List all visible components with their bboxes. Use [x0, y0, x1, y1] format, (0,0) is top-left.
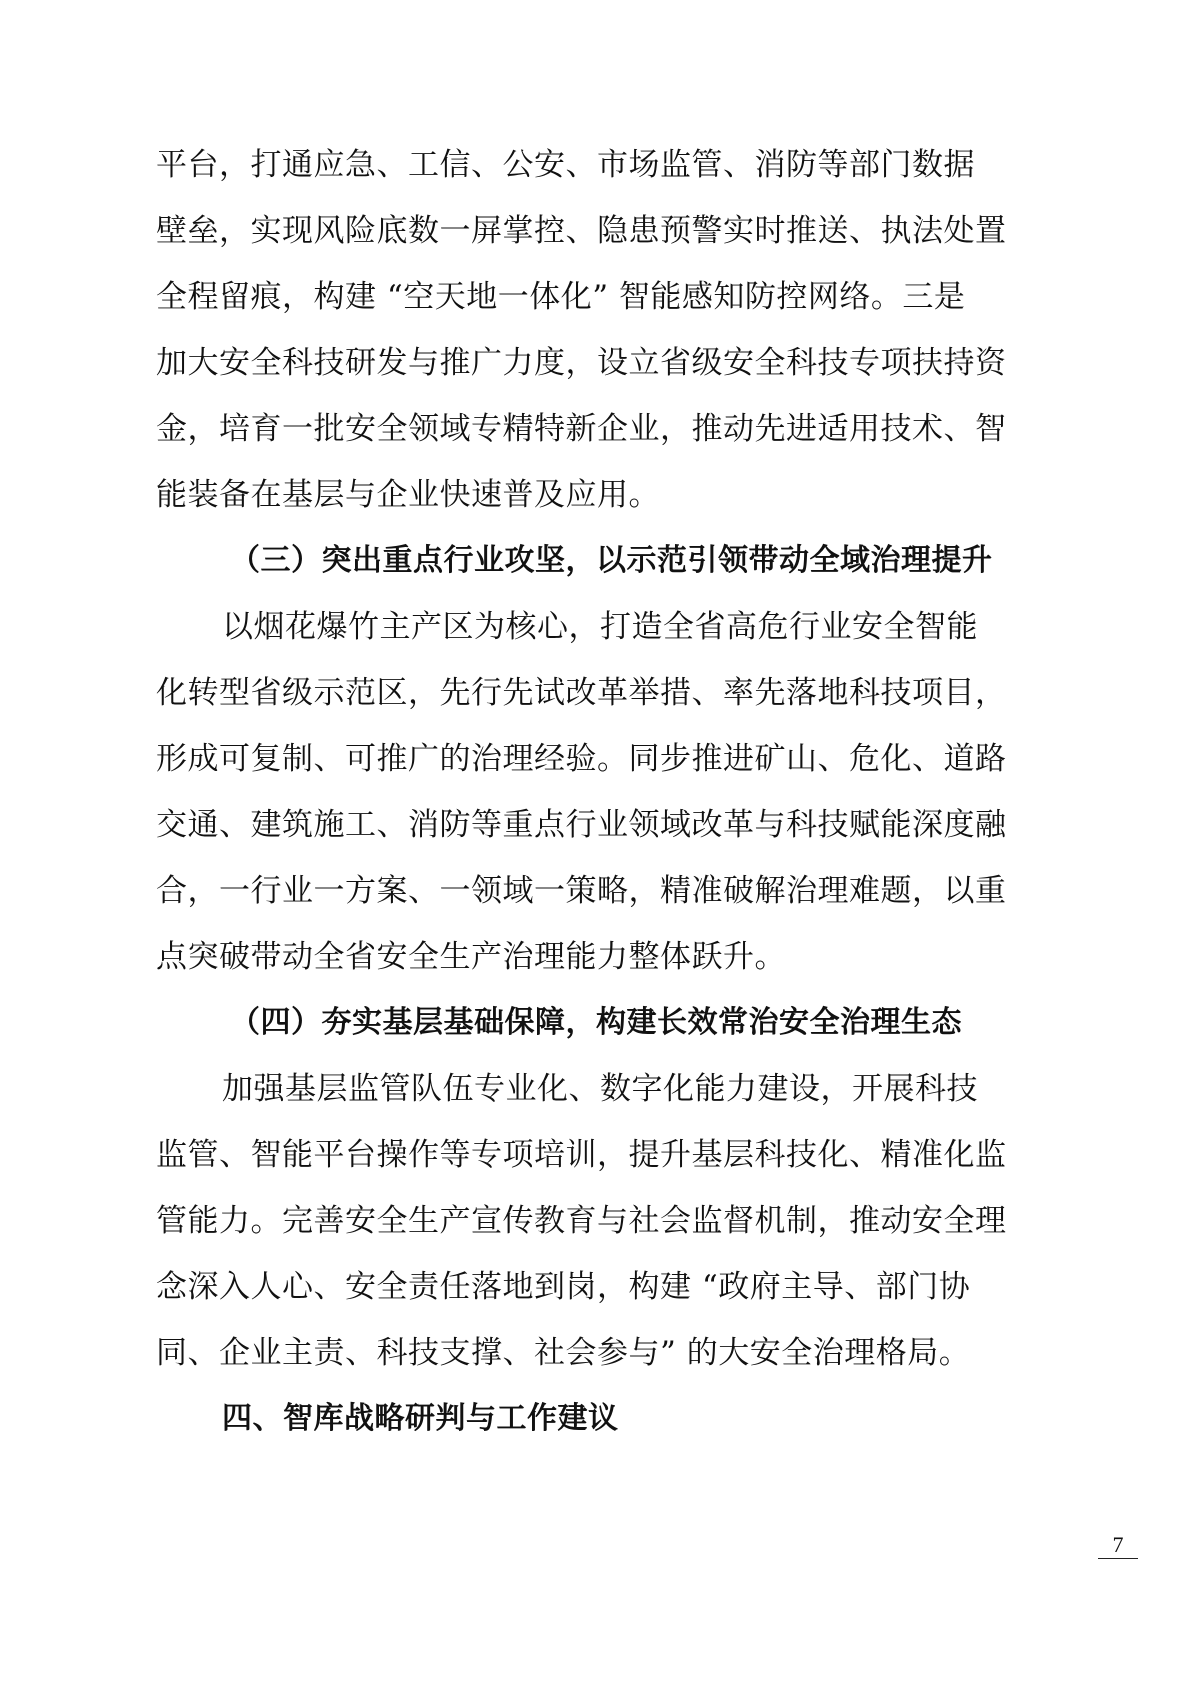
body-text-line: 全程留痕，构建 “空天地一体化” 智能感知防控网络。三是 — [156, 279, 966, 315]
body-text-line: 加大安全科技研发与推广力度，设立省级安全科技专项扶持资 — [156, 345, 1007, 381]
page-number: 7 — [1098, 1532, 1138, 1559]
body-text-line: 点突破带动全省安全生产治理能力整体跃升。 — [156, 939, 786, 975]
section-heading: （三）突出重点行业攻坚，以示范引领带动全域治理提升 — [230, 543, 993, 578]
body-text-line: 念深入人心、安全责任落地到岗，构建 “政府主导、部门协 — [156, 1269, 971, 1305]
body-text-line: 金，培育一批安全领域专精特新企业，推动先进适用技术、智 — [156, 411, 1007, 447]
body-text-line: 交通、建筑施工、消防等重点行业领域改革与科技赋能深度融 — [156, 807, 1007, 843]
body-text-line: 化转型省级示范区，先行先试改革举措、率先落地科技项目， — [156, 675, 1007, 711]
part-heading: 四、智库战略研判与工作建议 — [222, 1401, 619, 1436]
body-text-line: 管能力。完善安全生产宣传教育与社会监督机制，推动安全理 — [156, 1203, 1007, 1239]
body-text-line: 监管、智能平台操作等专项培训，提升基层科技化、精准化监 — [156, 1137, 1007, 1173]
body-text-line: 加强基层监管队伍专业化、数字化能力建设，开展科技 — [222, 1071, 978, 1107]
body-text-line: 壁垒，实现风险底数一屏掌控、隐患预警实时推送、执法处置 — [156, 213, 1007, 249]
body-text-line: 以烟花爆竹主产区为核心，打造全省高危行业安全智能 — [222, 609, 978, 645]
body-text-line: 平台，打通应急、工信、公安、市场监管、消防等部门数据 — [156, 147, 975, 183]
body-text-line: 形成可复制、可推广的治理经验。同步推进矿山、危化、道路 — [156, 741, 1007, 777]
body-text-line: 同、企业主责、科技支撑、社会参与” 的大安全治理格局。 — [156, 1335, 971, 1371]
body-text-line: 能装备在基层与企业快速普及应用。 — [156, 477, 660, 513]
body-text-line: 合，一行业一方案、一领域一策略，精准破解治理难题，以重 — [156, 873, 1007, 909]
section-heading: （四）夯实基层基础保障，构建长效常治安全治理生态 — [230, 1005, 962, 1040]
